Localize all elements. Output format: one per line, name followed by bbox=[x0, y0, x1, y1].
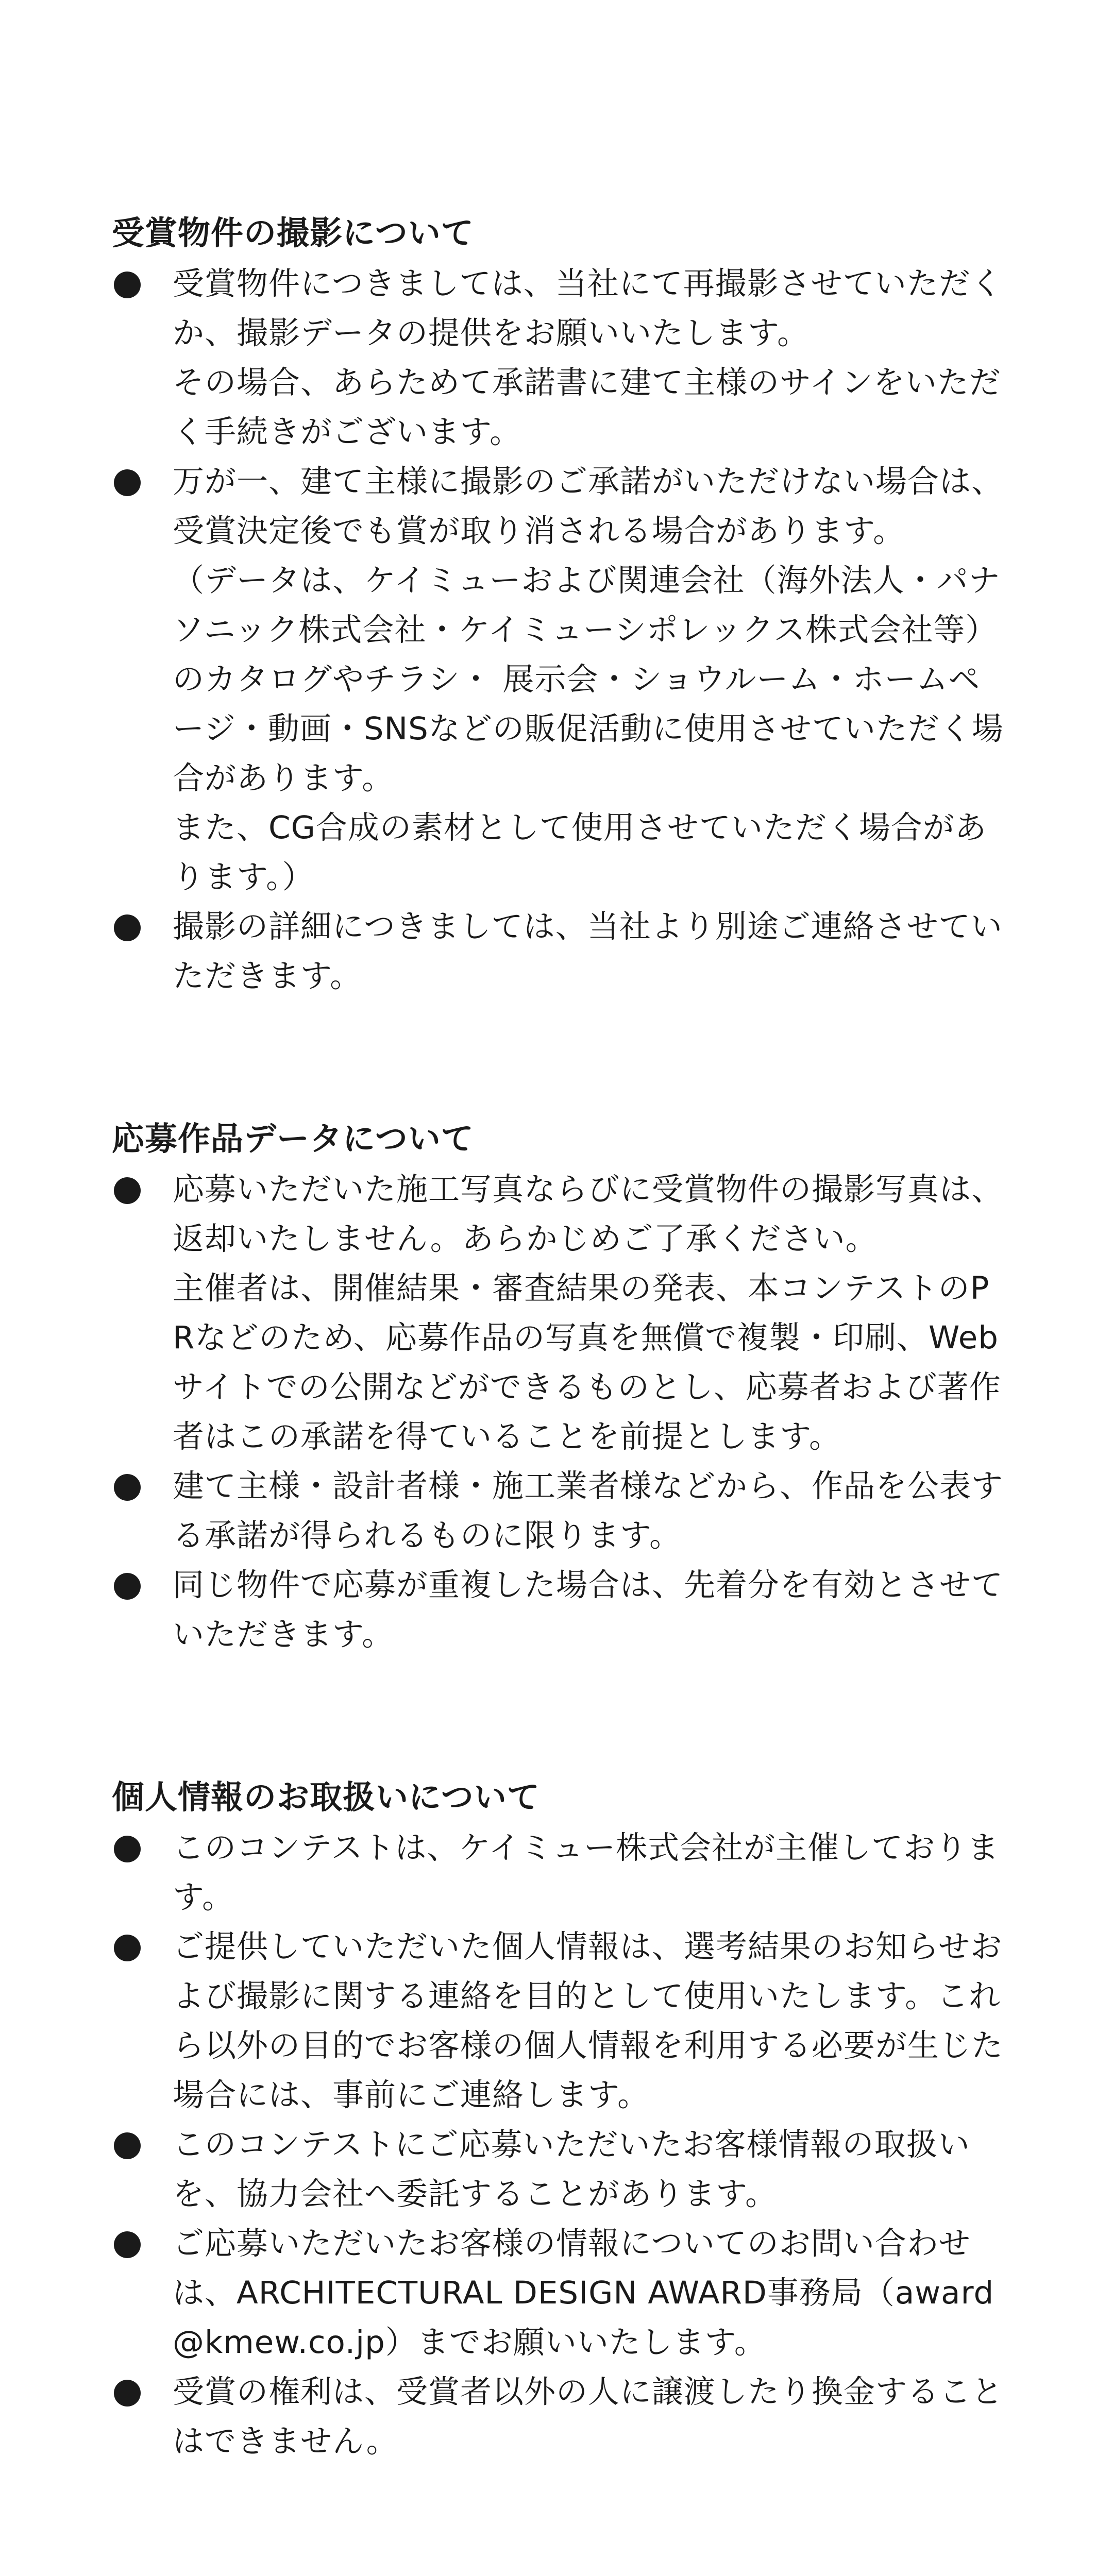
section-entry-data bbox=[112, 1114, 1008, 1659]
section-title: 個人情報のお取扱いについて bbox=[112, 1778, 540, 1816]
item-paragraph: このコンテストにご応募いただいたお客様情報の取扱いを、協力会社へ委託することがあります。 bbox=[173, 2126, 970, 2212]
bullet-icon bbox=[114, 2380, 141, 2406]
item-paragraph: 万が一、建て主様に撮影のご承諾がいただけない場合は、受賞決定後でも賞が取り消される場合があります。 bbox=[173, 463, 1004, 549]
bullet-list bbox=[112, 259, 1008, 1001]
section-photography bbox=[112, 209, 1008, 1001]
list-item bbox=[112, 1462, 1008, 1561]
bullet-icon bbox=[114, 2132, 141, 2159]
item-paragraph: 受賞の権利は、受賞者以外の人に譲渡したり換金することはできません。 bbox=[173, 2374, 1004, 2460]
bullet-icon bbox=[114, 469, 141, 496]
item-paragraph: （データは、ケイミューおよび関連会社（海外法人・パナソニック株式会社・ケイミューシポレックス株式会社等）のカタログやチラシ・ 展示会・ショウルーム・ホームページ・動画・SNSなどの販促活動に使用させていただく場合があります。 bbox=[173, 562, 1004, 796]
bullet-list bbox=[112, 1165, 1008, 1659]
item-paragraph: その場合、あらためて承諾書に建て主様のサインをいただく手続きがございます。 bbox=[173, 364, 1001, 450]
item-paragraph: 同じ物件で応募が重複した場合は、先着分を有効とさせていただきます。 bbox=[173, 1567, 1004, 1653]
list-item bbox=[112, 1561, 1008, 1659]
list-item bbox=[112, 2219, 1008, 2367]
bullet-icon bbox=[114, 1474, 141, 1501]
list-item bbox=[112, 902, 1008, 1001]
item-paragraph: 主催者は、開催結果・審査結果の発表、本コンテストのPRなどのため、応募作品の写真を無償で複製・印刷、Webサイトでの公開などができるものとし、応募者および著作者はこの承諾を得ていることを前提とします。 bbox=[173, 1270, 1001, 1455]
list-item bbox=[112, 259, 1008, 457]
section-title: 受賞物件の撮影について bbox=[112, 214, 474, 252]
list-item bbox=[112, 1165, 1008, 1462]
list-item bbox=[112, 2120, 1008, 2219]
item-paragraph: このコンテストは、ケイミュー株式会社が主催しております。 bbox=[173, 1829, 1000, 1916]
bullet-list bbox=[112, 1823, 1008, 2466]
document-page bbox=[112, 209, 1008, 2576]
section-title: 応募作品データについて bbox=[112, 1120, 474, 1158]
list-item bbox=[112, 1922, 1008, 2120]
list-item bbox=[112, 2367, 1008, 2466]
bullet-icon bbox=[114, 1573, 141, 1600]
bullet-icon bbox=[114, 914, 141, 941]
item-paragraph: 受賞物件につきましては、当社にて再撮影させていただくか、撮影データの提供をお願いいたします。 bbox=[173, 265, 1003, 351]
item-paragraph: また、CG合成の素材として使用させていただく場合があります。） bbox=[173, 809, 987, 895]
bullet-icon bbox=[114, 272, 141, 298]
bullet-icon bbox=[114, 1177, 141, 1204]
item-paragraph: ご応募いただいたお客様の情報についてのお問い合わせは、ARCHITECTURAL DESIGN AWARD事務局（award@kmew.co.jp）までお願いいたします。 bbox=[173, 2225, 994, 2361]
section-personal-info bbox=[112, 1773, 1008, 2466]
bullet-icon bbox=[114, 2231, 141, 2258]
item-paragraph: 応募いただいた施工写真ならびに受賞物件の撮影写真は、返却いたしません。あらかじめご了承ください。 bbox=[173, 1171, 1004, 1257]
bullet-icon bbox=[114, 1836, 141, 1862]
list-item bbox=[112, 457, 1008, 902]
list-item bbox=[112, 1823, 1008, 1922]
bullet-icon bbox=[114, 1935, 141, 1961]
item-paragraph: 撮影の詳細につきましては、当社より別途ご連絡させていただきます。 bbox=[173, 908, 1003, 994]
item-paragraph: 建て主様・設計者様・施工業者様などから、作品を公表する承諾が得られるものに限ります。 bbox=[173, 1468, 1004, 1554]
item-paragraph: ご提供していただいた個人情報は、選考結果のお知らせおよび撮影に関する連絡を目的として使用いたします。これら以外の目的でお客様の個人情報を利用する必要が生じた場合には、事前にご連絡します。 bbox=[173, 1928, 1004, 2113]
